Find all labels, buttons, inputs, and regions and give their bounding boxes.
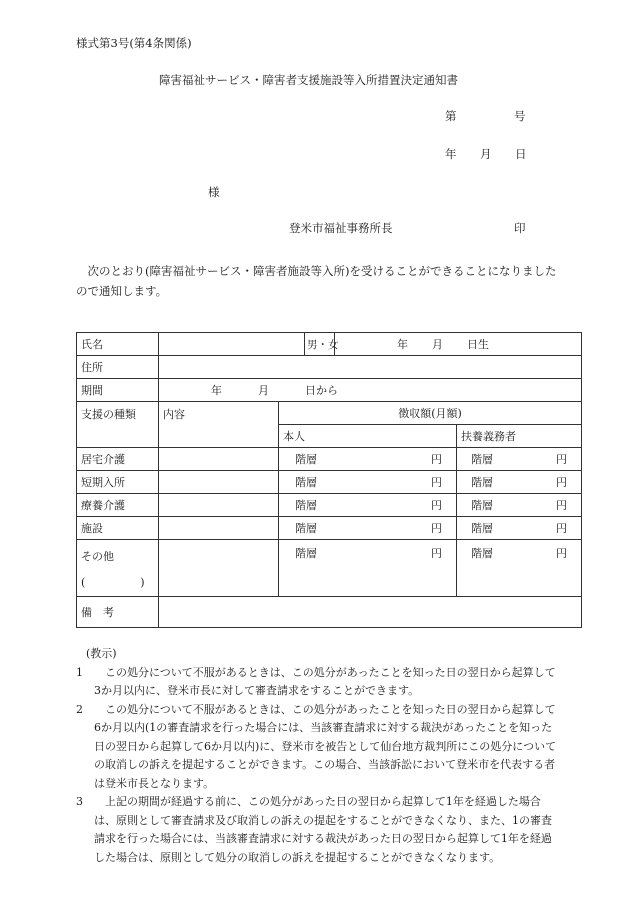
intro-paragraph: 次のとおり(障害福祉サービス・障害者施設等入所)を受けることができることになりましたので通知します。 — [76, 264, 557, 298]
tier-label: 階層 — [471, 476, 493, 489]
row-support-header — [77, 402, 582, 425]
remarks-value — [159, 597, 582, 628]
tier-label: 階層 — [295, 476, 317, 489]
instruction-heading: (教示) — [86, 647, 117, 660]
support-content — [159, 471, 279, 494]
yen-label: 円 — [431, 499, 442, 512]
yen-label: 円 — [556, 499, 567, 512]
yen-label: 円 — [556, 453, 567, 466]
name-label: 氏名 — [77, 333, 159, 356]
support-type-name: 療養介護 — [77, 494, 159, 517]
instruction-item-2 — [76, 701, 558, 794]
address-label: 住所 — [77, 356, 159, 379]
yen-label: 円 — [556, 522, 567, 535]
row-other — [77, 540, 582, 597]
seal-mark: 印 — [514, 221, 526, 235]
document-title: 障害福祉サービス・障害者支援施設等入所措置決定通知書 — [159, 73, 458, 87]
row-facility — [77, 517, 582, 540]
support-content — [159, 494, 279, 517]
item-text: 上記の期間が経過する前に、この処分があった日の翌日から起算して1年を経過した場合は、原則として審査請求及び取消しの訴えの提起をすることができなくなり、また、1の審査請求を行った場合には、当該審査請求に対する裁決があった日の翌日から起算して1年を経過した場合は、原則として処分の取消しの訴えを提起することができなくなります。 — [94, 795, 552, 864]
row-home-care — [77, 448, 582, 471]
decision-table — [76, 332, 582, 628]
tier-label: 階層 — [295, 522, 317, 535]
number-suffix: 号 — [514, 109, 526, 123]
tier-label: 階層 — [295, 547, 317, 560]
tier-label: 階層 — [471, 453, 493, 466]
tier-label: 階層 — [295, 499, 317, 512]
birth-day-label: 日生 — [467, 338, 489, 351]
instruction-item-3 — [76, 793, 558, 867]
item-number: 1 — [76, 665, 83, 679]
issuer-name: 登米市福祉事務所長 — [289, 221, 393, 235]
row-period — [77, 379, 582, 402]
yen-label: 円 — [431, 453, 442, 466]
date-month-label: 月 — [480, 147, 492, 161]
support-type-label: 支援の種類 — [77, 402, 159, 448]
support-type-name: 施設 — [77, 517, 159, 540]
name-value — [159, 333, 305, 356]
instruction-item-1 — [76, 664, 558, 701]
row-remarks — [77, 597, 582, 628]
period-label: 期間 — [77, 379, 159, 402]
item-number: 3 — [76, 795, 83, 808]
self-label: 本人 — [279, 425, 457, 448]
support-type-name: 短期入所 — [77, 471, 159, 494]
item-text: この処分について不服があるときは、この処分があったことを知った日の翌日から起算して6か月以内(1の審査請求を行った場合には、当該審査請求に対する裁決があったことを知った日の翌日から起算して6か月以内)に、登米市を被告として仙台地方裁判所にこの処分についての取消しの訴えを提起することができます。この場合、当該訴訟において登米市を代表する者は登米市長となります。 — [94, 702, 557, 790]
guardian-label: 扶養義務者 — [457, 425, 582, 448]
row-name — [77, 333, 582, 356]
support-type-name: 居宅介護 — [77, 448, 159, 471]
item-number: 2 — [76, 702, 83, 716]
period-value — [159, 379, 582, 402]
period-from-label: 日から — [305, 384, 338, 397]
form-number: 様式第3号(第4条関係) — [76, 36, 192, 50]
yen-label: 円 — [431, 522, 442, 535]
other-cell — [77, 540, 159, 597]
tier-label: 階層 — [295, 453, 317, 466]
support-content — [159, 540, 279, 597]
yen-label: 円 — [431, 547, 442, 560]
period-year-label: 年 — [211, 384, 222, 397]
yen-label: 円 — [556, 547, 567, 560]
tier-label: 階層 — [471, 522, 493, 535]
birth-month-label: 月 — [432, 338, 443, 351]
row-short-stay — [77, 471, 582, 494]
gender-cell: 男・女 — [305, 333, 335, 356]
date-year-label: 年 — [445, 147, 457, 161]
number-prefix: 第 — [445, 109, 457, 123]
tier-label: 階層 — [471, 499, 493, 512]
date-day-label: 日 — [515, 147, 527, 161]
birth-year-label: 年 — [397, 338, 408, 351]
remarks-label: 備 考 — [77, 597, 159, 628]
other-paren: ( ) — [81, 576, 145, 589]
row-medical-care — [77, 494, 582, 517]
addressee-suffix: 様 — [208, 185, 220, 199]
support-content — [159, 517, 279, 540]
tier-label: 階層 — [471, 547, 493, 560]
support-type-name: その他 — [81, 550, 114, 563]
fee-label: 徴収額(月額) — [279, 402, 582, 425]
yen-label: 円 — [431, 476, 442, 489]
item-text: この処分について不服があるときは、この処分があったことを知った日の翌日から起算して3か月以内に、登米市長に対して審査請求をすることができます。 — [94, 665, 556, 697]
birthdate-cell — [335, 333, 582, 356]
support-content — [159, 448, 279, 471]
address-value — [159, 356, 582, 379]
period-month-label: 月 — [258, 384, 269, 397]
yen-label: 円 — [556, 476, 567, 489]
instruction-section — [76, 645, 558, 867]
row-address — [77, 356, 582, 379]
content-label: 内容 — [159, 402, 279, 448]
